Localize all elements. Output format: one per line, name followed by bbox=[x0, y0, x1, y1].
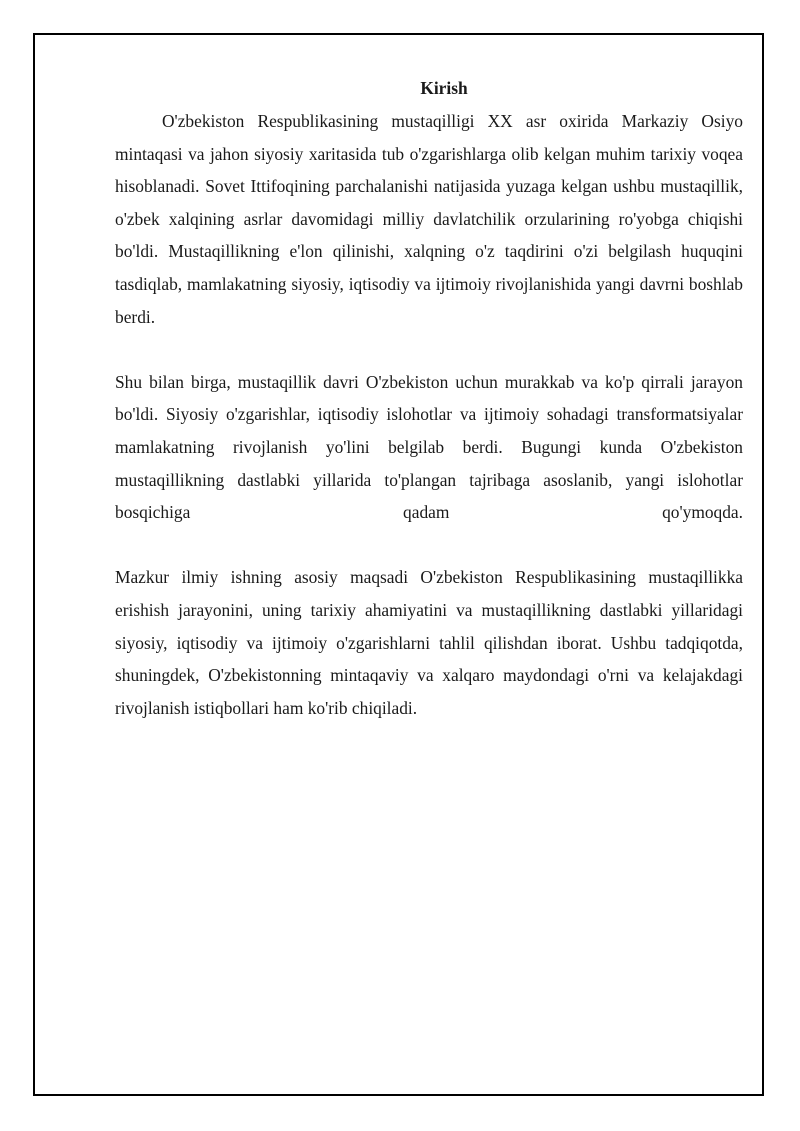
paragraph-second: Shu bilan birga, mustaqillik davri O'zbekiston uchun murakkab va ko'p qirrali jarayon bo'ldi. Siyosiy o'zgarishlar, iqtisodiy islohotlar va ijtimoiy sohadagi transformatsiyalar mamlakatning rivojlanish yo'lini belgilab berdi. Bugungi kunda O'zbekiston mustaqillikning dastlabki yillarida to'plangan tajribaga asoslanib, yangi islohotlar bosqichiga qadam qo'ymoqda. bbox=[115, 371, 743, 523]
paragraph-intro: O'zbekiston Respublikasining mustaqilligi XX asr oxirida Markaziy Osiyo mintaqasi va jahon siyosiy xaritasida tub o'zgarishlarga olib kelgan muhim tarixiy voqea hisoblanadi. Sovet Ittifoqining parchalanishi natijasida yuzaga kelgan ushbu mustaqillik, o'zbek xalqining asrlar davomidagi milliy davlatchilik orzularining ro'yobga chiqishi bo'ldi. Mustaqillikning e'lon qilinishi, xalqning o'z taqdirini o'zi belgilash huquqini tasdiqlab, mamlakatning siyosiy, iqtisodiy va ijtimoiy rivojlanishida yangi davrni boshlab berdi. bbox=[115, 111, 743, 327]
document-body bbox=[115, 76, 743, 724]
document-title: Kirish bbox=[420, 78, 468, 98]
paragraph-gap bbox=[115, 529, 743, 562]
paragraph-gap bbox=[115, 333, 743, 366]
paragraph-third: Mazkur ilmiy ishning asosiy maqsadi O'zbekiston Respublikasining mustaqillikka erishish jarayonini, uning tarixiy ahamiyatini va mustaqillikning dastlabki yillaridagi siyosiy, iqtisodiy va ijtimoiy o'zgarishlarni tahlil qilishdan iborat. Ushbu tadqiqotda, shuningdek, O'zbekistonning mintaqaviy va xalqaro maydondagi o'rni va kelajakdagi rivojlanish istiqbollari ham ko'rib chiqiladi. bbox=[115, 567, 743, 718]
